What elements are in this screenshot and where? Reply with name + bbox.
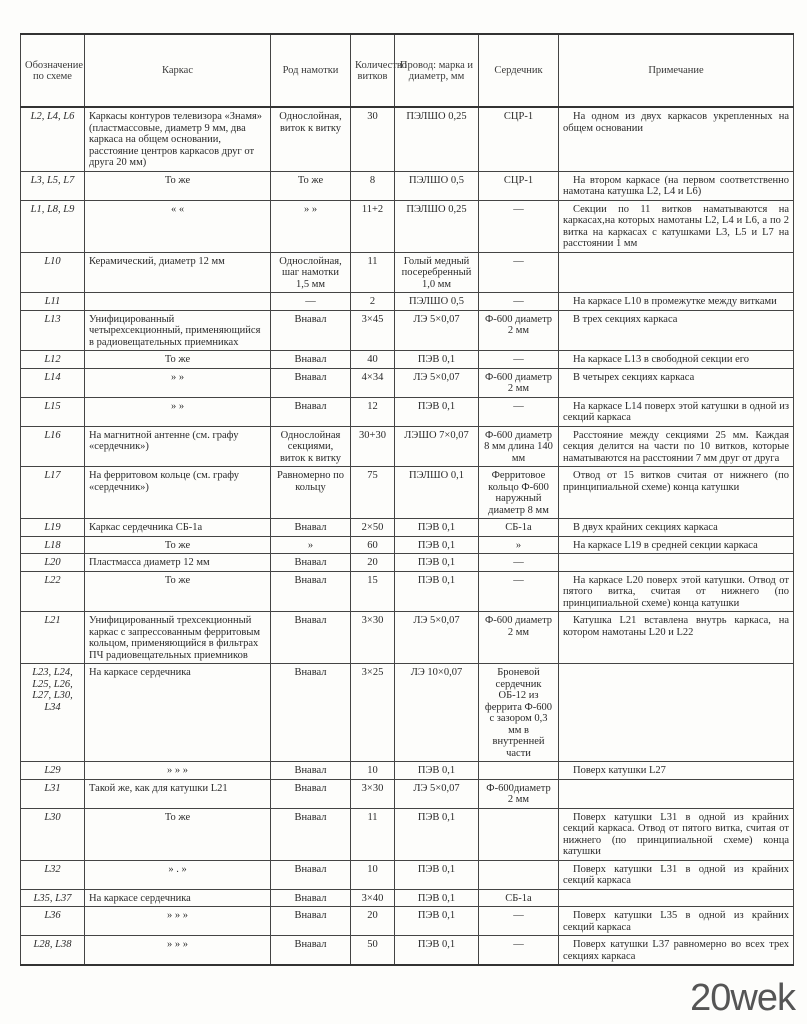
core-cell: СЦР-1 xyxy=(479,171,559,200)
note-cell: Отвод от 15 витков считая от нижнего (по принципиальной схеме) конца катушки xyxy=(559,467,794,519)
turns-cell: 3×45 xyxy=(351,310,395,351)
winding-type-cell: Внавал xyxy=(271,779,351,808)
designation-cell: L10 xyxy=(21,252,85,293)
winding-type-cell: Однослойная секциями, виток к витку xyxy=(271,426,351,467)
table-row xyxy=(21,310,794,351)
frame-cell: То же xyxy=(85,571,271,612)
winding-type-cell: Внавал xyxy=(271,808,351,860)
frame-cell: Унифицированный четырехсекционный, применяющийся в радиовещательных приемниках xyxy=(85,310,271,351)
note-cell: На каркасе L20 поверх этой катушки. Отвод от пятого витка, считая от нижнего (по принципиальной схеме) конца катушки xyxy=(559,571,794,612)
turns-cell: 11 xyxy=(351,808,395,860)
note-cell: В трех секциях каркаса xyxy=(559,310,794,351)
winding-type-cell: Внавал xyxy=(271,889,351,907)
wire-cell: ЛЭ 5×0,07 xyxy=(395,368,479,397)
table-row xyxy=(21,860,794,889)
designation-cell: L12 xyxy=(21,351,85,369)
core-cell: — xyxy=(479,907,559,936)
winding-type-cell: — xyxy=(271,293,351,311)
winding-type-cell: Однослойная, виток к витку xyxy=(271,107,351,171)
turns-cell: 8 xyxy=(351,171,395,200)
turns-cell: 4×34 xyxy=(351,368,395,397)
table-row xyxy=(21,397,794,426)
wire-cell: ПЭЛШО 0,5 xyxy=(395,293,479,311)
table-row xyxy=(21,762,794,780)
frame-cell: Керамический, диаметр 12 мм xyxy=(85,252,271,293)
wire-cell: ПЭВ 0,1 xyxy=(395,571,479,612)
turns-cell: 3×25 xyxy=(351,664,395,762)
note-cell: На каркасе L14 поверх этой катушки в одной из секций каркаса xyxy=(559,397,794,426)
frame-cell: То же xyxy=(85,536,271,554)
core-cell: — xyxy=(479,936,559,966)
frame-cell: Такой же, как для катушки L21 xyxy=(85,779,271,808)
wire-cell: ЛЭ 5×0,07 xyxy=(395,310,479,351)
frame-cell: » » » xyxy=(85,936,271,966)
frame-cell: » » xyxy=(85,368,271,397)
turns-cell: 2 xyxy=(351,293,395,311)
core-cell xyxy=(479,808,559,860)
core-cell: » xyxy=(479,536,559,554)
core-cell: — xyxy=(479,252,559,293)
designation-cell: L16 xyxy=(21,426,85,467)
table-row xyxy=(21,779,794,808)
header-winding-type: Род намотки xyxy=(271,34,351,107)
winding-type-cell: Внавал xyxy=(271,936,351,966)
designation-cell: L22 xyxy=(21,571,85,612)
winding-type-cell: Внавал xyxy=(271,397,351,426)
note-cell xyxy=(559,889,794,907)
core-cell: Ф-600 диаметр 2 мм xyxy=(479,612,559,664)
turns-cell: 3×30 xyxy=(351,612,395,664)
designation-cell: L28, L38 xyxy=(21,936,85,966)
designation-cell: L1, L8, L9 xyxy=(21,200,85,252)
turns-cell: 3×40 xyxy=(351,889,395,907)
wire-cell: ПЭВ 0,1 xyxy=(395,519,479,537)
core-cell xyxy=(479,762,559,780)
core-cell: — xyxy=(479,351,559,369)
note-cell: Секции по 11 витков наматываются на каркасах,на которых намотаны L2, L4 и L6, а по 2 витка на каркасах с катушками L3, L5 и L7 на расстоянии 1 мм xyxy=(559,200,794,252)
wire-cell: ПЭВ 0,1 xyxy=(395,860,479,889)
turns-cell: 20 xyxy=(351,907,395,936)
note-cell: В четырех секциях каркаса xyxy=(559,368,794,397)
note-cell: Поверх катушки L37 равномерно во всех трех секциях каркаса xyxy=(559,936,794,966)
table-row xyxy=(21,664,794,762)
frame-cell: На каркасе сердечника xyxy=(85,889,271,907)
table-row xyxy=(21,536,794,554)
designation-cell: L11 xyxy=(21,293,85,311)
note-cell: Расстояние между секциями 25 мм. Каждая секция делится на части по 10 витков, которые наматываются на расстоянии 7 мм друг от друга xyxy=(559,426,794,467)
wire-cell: ПЭВ 0,1 xyxy=(395,554,479,572)
header-wire: Провод: марка и диаметр, мм xyxy=(395,34,479,107)
frame-cell: То же xyxy=(85,808,271,860)
turns-cell: 12 xyxy=(351,397,395,426)
table-row xyxy=(21,171,794,200)
core-cell: — xyxy=(479,397,559,426)
turns-cell: 11 xyxy=(351,252,395,293)
designation-cell: L32 xyxy=(21,860,85,889)
table-row xyxy=(21,571,794,612)
watermark: 20wek xyxy=(690,977,795,1019)
frame-cell: » . » xyxy=(85,860,271,889)
frame-cell: » » » xyxy=(85,762,271,780)
designation-cell: L23, L24, L25, L26, L27, L30, L34 xyxy=(21,664,85,762)
winding-type-cell: Внавал xyxy=(271,351,351,369)
note-cell xyxy=(559,554,794,572)
coil-winding-table xyxy=(20,33,794,966)
turns-cell: 40 xyxy=(351,351,395,369)
wire-cell: ЛЭ 5×0,07 xyxy=(395,779,479,808)
core-cell: — xyxy=(479,200,559,252)
frame-cell: На магнитной антенне (см. графу «сердечник») xyxy=(85,426,271,467)
table-row xyxy=(21,293,794,311)
core-cell: Ферритовое кольцо Ф-600 наружный диаметр 8 мм xyxy=(479,467,559,519)
designation-cell: L20 xyxy=(21,554,85,572)
winding-type-cell: Равномерно по кольцу xyxy=(271,467,351,519)
winding-type-cell: Внавал xyxy=(271,554,351,572)
note-cell: На одном из двух каркасов укрепленных на общем основании xyxy=(559,107,794,171)
wire-cell: ПЭВ 0,1 xyxy=(395,397,479,426)
designation-cell: L17 xyxy=(21,467,85,519)
turns-cell: 2×50 xyxy=(351,519,395,537)
coil-winding-table-page xyxy=(20,33,793,966)
table-header-row xyxy=(21,34,794,107)
note-cell: На каркасе L13 в свободной секции его xyxy=(559,351,794,369)
note-cell: Поверх катушки L31 в одной из крайних секций каркаса. Отвод от пятого витка, считая от нижнего (по принципиальной схеме) конца катушки xyxy=(559,808,794,860)
wire-cell: ПЭВ 0,1 xyxy=(395,762,479,780)
designation-cell: L31 xyxy=(21,779,85,808)
wire-cell: ПЭВ 0,1 xyxy=(395,889,479,907)
turns-cell: 75 xyxy=(351,467,395,519)
frame-cell: На ферритовом кольце (см. графу «сердечник») xyxy=(85,467,271,519)
note-cell: На каркасе L19 в средней секции каркаса xyxy=(559,536,794,554)
winding-type-cell: Внавал xyxy=(271,368,351,397)
turns-cell: 10 xyxy=(351,860,395,889)
header-frame: Каркас xyxy=(85,34,271,107)
wire-cell: ПЭВ 0,1 xyxy=(395,808,479,860)
winding-type-cell: Внавал xyxy=(271,860,351,889)
note-cell: Поверх катушки L35 в одной из крайних секций каркаса xyxy=(559,907,794,936)
core-cell: — xyxy=(479,554,559,572)
turns-cell: 30+30 xyxy=(351,426,395,467)
designation-cell: L29 xyxy=(21,762,85,780)
core-cell: Броневой сердечник ОБ-12 из феррита Ф-600 с зазором 0,3 мм в внутренней части xyxy=(479,664,559,762)
note-cell: Поверх катушки L27 xyxy=(559,762,794,780)
wire-cell: ПЭЛШО 0,25 xyxy=(395,200,479,252)
core-cell: Ф-600 диаметр 2 мм xyxy=(479,368,559,397)
table-row xyxy=(21,368,794,397)
wire-cell: ПЭВ 0,1 xyxy=(395,536,479,554)
note-cell: На втором каркасе (на первом соответственно намотана катушка L2, L4 и L6) xyxy=(559,171,794,200)
core-cell: СЦР-1 xyxy=(479,107,559,171)
turns-cell: 3×30 xyxy=(351,779,395,808)
designation-cell: L2, L4, L6 xyxy=(21,107,85,171)
wire-cell: ПЭЛШО 0,25 xyxy=(395,107,479,171)
core-cell: — xyxy=(479,571,559,612)
core-cell xyxy=(479,860,559,889)
header-note: Примечание xyxy=(559,34,794,107)
note-cell: В двух крайних секциях каркаса xyxy=(559,519,794,537)
winding-type-cell: » xyxy=(271,536,351,554)
frame-cell: То же xyxy=(85,351,271,369)
frame-cell: » » xyxy=(85,397,271,426)
winding-type-cell: Внавал xyxy=(271,762,351,780)
frame-cell xyxy=(85,293,271,311)
table-row xyxy=(21,889,794,907)
designation-cell: L15 xyxy=(21,397,85,426)
frame-cell: Унифицированный трехсекционный каркас с запрессованным ферритовым кольцом, применяющийся в фильтрах ПЧ радиовещательных приемников xyxy=(85,612,271,664)
note-cell: Катушка L21 вставлена внутрь каркаса, на котором намотаны L20 и L22 xyxy=(559,612,794,664)
wire-cell: ЛЭ 10×0,07 xyxy=(395,664,479,762)
winding-type-cell: Внавал xyxy=(271,907,351,936)
turns-cell: 11+2 xyxy=(351,200,395,252)
core-cell: Ф-600 диаметр 8 мм длина 140 мм xyxy=(479,426,559,467)
designation-cell: L36 xyxy=(21,907,85,936)
designation-cell: L21 xyxy=(21,612,85,664)
wire-cell: ПЭВ 0,1 xyxy=(395,907,479,936)
header-core: Сердечник xyxy=(479,34,559,107)
table-row xyxy=(21,467,794,519)
wire-cell: ЛЭШО 7×0,07 xyxy=(395,426,479,467)
wire-cell: Голый медный посеребренный 1,0 мм xyxy=(395,252,479,293)
frame-cell: « « xyxy=(85,200,271,252)
table-row xyxy=(21,426,794,467)
winding-type-cell: Внавал xyxy=(271,310,351,351)
core-cell: — xyxy=(479,293,559,311)
note-cell: На каркасе L10 в промежутке между витками xyxy=(559,293,794,311)
frame-cell: Пластмасса диаметр 12 мм xyxy=(85,554,271,572)
winding-type-cell: Внавал xyxy=(271,571,351,612)
designation-cell: L30 xyxy=(21,808,85,860)
frame-cell: На каркасе сердечника xyxy=(85,664,271,762)
turns-cell: 15 xyxy=(351,571,395,612)
note-cell xyxy=(559,252,794,293)
header-designation: Обозначение по схеме xyxy=(21,34,85,107)
table-row xyxy=(21,808,794,860)
winding-type-cell: » » xyxy=(271,200,351,252)
winding-type-cell: Внавал xyxy=(271,612,351,664)
winding-type-cell: То же xyxy=(271,171,351,200)
turns-cell: 30 xyxy=(351,107,395,171)
wire-cell: ПЭЛШО 0,5 xyxy=(395,171,479,200)
table-row xyxy=(21,351,794,369)
turns-cell: 60 xyxy=(351,536,395,554)
turns-cell: 20 xyxy=(351,554,395,572)
note-cell xyxy=(559,779,794,808)
designation-cell: L18 xyxy=(21,536,85,554)
table-row xyxy=(21,200,794,252)
wire-cell: ПЭВ 0,1 xyxy=(395,351,479,369)
frame-cell: Каркас сердечника СБ-1а xyxy=(85,519,271,537)
core-cell: СБ-1а xyxy=(479,889,559,907)
winding-type-cell: Внавал xyxy=(271,519,351,537)
note-cell: Поверх катушки L31 в одной из крайних секций каркаса xyxy=(559,860,794,889)
table-row xyxy=(21,107,794,171)
designation-cell: L3, L5, L7 xyxy=(21,171,85,200)
turns-cell: 50 xyxy=(351,936,395,966)
table-row xyxy=(21,519,794,537)
frame-cell: Каркасы контуров телевизора «Знамя» (пластмассовые, диаметр 9 мм, два каркаса на общем основании, расстояние центров каркасов друг от друга 20 мм) xyxy=(85,107,271,171)
designation-cell: L13 xyxy=(21,310,85,351)
frame-cell: То же xyxy=(85,171,271,200)
designation-cell: L14 xyxy=(21,368,85,397)
wire-cell: ПЭВ 0,1 xyxy=(395,936,479,966)
frame-cell: » » » xyxy=(85,907,271,936)
core-cell: СБ-1а xyxy=(479,519,559,537)
note-cell xyxy=(559,664,794,762)
core-cell: Ф-600диаметр 2 мм xyxy=(479,779,559,808)
turns-cell: 10 xyxy=(351,762,395,780)
table-row xyxy=(21,252,794,293)
designation-cell: L19 xyxy=(21,519,85,537)
winding-type-cell: Однослойная, шаг намотки 1,5 мм xyxy=(271,252,351,293)
table-row xyxy=(21,554,794,572)
table-row xyxy=(21,612,794,664)
wire-cell: ПЭЛШО 0,1 xyxy=(395,467,479,519)
wire-cell: ЛЭ 5×0,07 xyxy=(395,612,479,664)
table-row xyxy=(21,936,794,966)
designation-cell: L35, L37 xyxy=(21,889,85,907)
winding-type-cell: Внавал xyxy=(271,664,351,762)
header-turns: Количество витков xyxy=(351,34,395,107)
table-row xyxy=(21,907,794,936)
core-cell: Ф-600 диаметр 2 мм xyxy=(479,310,559,351)
